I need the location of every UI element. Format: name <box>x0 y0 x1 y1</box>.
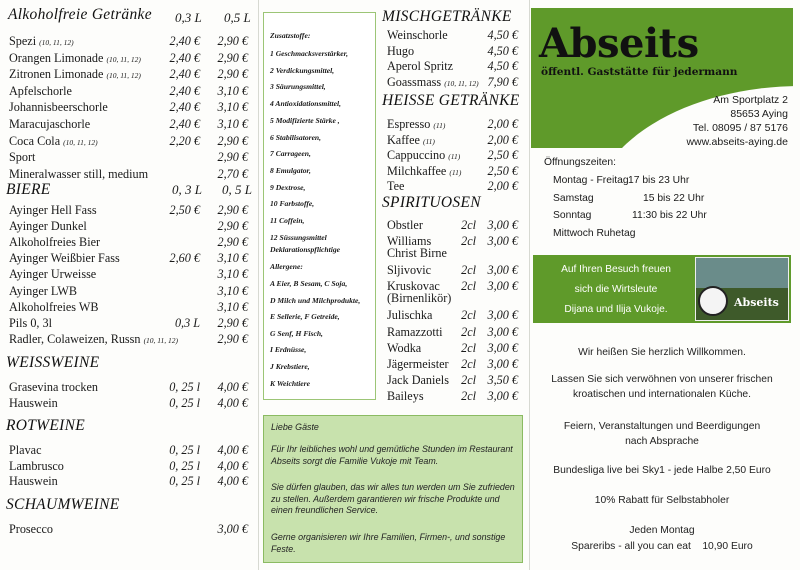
menu-item-name <box>9 51 141 67</box>
website-link[interactable]: www.abseits-aying.de <box>686 136 788 148</box>
item-name: Mineralwasser still, medium <box>9 166 149 181</box>
section-heading-rotweine: ROTWEINE <box>6 417 86 434</box>
item-price-large: 2,90 € <box>217 150 248 165</box>
item-price-small: 0, 25 l <box>169 458 200 473</box>
menu-item-name <box>9 522 53 537</box>
item-name: Weinschorle <box>387 28 448 42</box>
item-name: Ayinger Weißbier Fass <box>9 251 120 266</box>
item-note: (10, 11, 12) <box>106 54 141 64</box>
monday-offer-title: Jeden Montag <box>629 525 695 536</box>
additive-item: 6 Stabilisatoren, <box>270 132 322 142</box>
item-name: Goassmass <box>387 75 442 90</box>
item-price-large: 3,10 € <box>217 83 248 98</box>
item-price-large: 2,90 € <box>217 67 248 82</box>
menu-item-name <box>9 167 148 182</box>
item-price-large: 2,70 € <box>217 166 248 181</box>
section-heading-spirituosen: SPIRITUOSEN <box>382 194 481 211</box>
spareribs-offer: Spareribs - all you can eat 10,90 Euro <box>571 541 753 552</box>
item-name: Aperol Spritz <box>387 59 454 74</box>
bundesliga-offer: Bundesliga live bei Sky1 - jede Halbe 2,50 Euro <box>553 465 771 476</box>
allergen-item: I Erdnüsse, <box>270 345 307 355</box>
opening-time: 17 bis 23 Uhr <box>628 175 690 186</box>
item-name: Plavac <box>9 443 42 457</box>
item-price-small: 0,3 L <box>174 315 200 330</box>
menu-item-name <box>387 179 404 194</box>
menu-item-name <box>9 474 58 489</box>
item-price-large: 2,50 € <box>487 163 518 178</box>
item-price-large: 4,50 € <box>487 59 518 74</box>
item-price-large: 2,90 € <box>217 235 248 250</box>
allergen-item: J Krebstiere, <box>270 362 310 371</box>
menu-item-name <box>387 75 479 91</box>
item-name: Milchkaffee <box>387 163 447 178</box>
item-price-small: 0, 25 l <box>169 395 200 410</box>
menu-item-name <box>387 117 445 133</box>
item-price-small: 2,40 € <box>169 117 200 131</box>
item-price-large: 2,90 € <box>217 203 248 217</box>
menu-item-name <box>9 219 87 234</box>
item-name: Cappuccino <box>387 148 446 163</box>
item-note: (10, 11, 12) <box>63 137 98 147</box>
additive-item: 8 Emulgator, <box>270 165 311 175</box>
item-price-small: 2,40 € <box>169 34 200 48</box>
item-price-large: 3,10 € <box>217 251 248 266</box>
spirit-amount: 2cl <box>461 218 476 232</box>
spirit-name: Williams <box>387 234 432 249</box>
size-header-small: 0, 3 L <box>172 182 202 197</box>
menu-item-name <box>9 117 90 132</box>
opening-day: Montag - Freitag <box>553 175 629 186</box>
item-price-large: 3,10 € <box>217 283 248 298</box>
spirit-amount: 2cl <box>461 308 476 323</box>
spirit-price: 3,00 € <box>487 263 518 278</box>
menu-item-name <box>9 380 98 395</box>
menu-item-name <box>9 203 97 218</box>
item-price-large: 2,00 € <box>487 179 518 194</box>
section-heading-biere: BIERE <box>6 181 51 198</box>
kitchen-text-2: kroatischen und internationalen Küche. <box>572 389 752 400</box>
menu-item-name <box>9 84 72 99</box>
spirit-amount: 2cl <box>461 389 476 404</box>
item-name: Johannisbeerschorle <box>9 100 108 115</box>
item-name: Apfelschorle <box>9 83 72 98</box>
menu-item-name <box>9 459 64 474</box>
spirit-amount: 2cl <box>461 373 476 388</box>
menu-item-name <box>387 133 435 149</box>
kitchen-text-1: Lassen Sie sich verwöhnen von unserer frischen <box>551 374 773 385</box>
item-price-small: 0, 25 l <box>169 443 200 457</box>
item-name: Tee <box>387 179 405 194</box>
additive-item: 5 Modifizierte Stärke , <box>270 115 340 125</box>
menu-item-name <box>387 59 453 74</box>
welcome-note-paragraph-2: Sie dürfen glauben, das wir alles tun werden um Sie zufrieden zu stellen. Außerdem garantieren wir frische Produkte und einen freundlichen Service. <box>271 482 515 515</box>
item-name: Radler, Colaweizen, Russn <box>9 331 141 346</box>
item-note: (10, 11, 12) <box>106 71 141 81</box>
section-heading-alkoholfrei: Alkoholfreie Getränke <box>8 6 152 23</box>
additive-item: 7 Carrageen, <box>270 149 311 159</box>
events-text-1: Feiern, Veranstaltungen und Beerdigungen <box>563 421 761 432</box>
menu-item-name <box>9 100 108 115</box>
opening-day: Sonntag <box>553 210 592 221</box>
item-name: Maracujaschorle <box>9 117 91 131</box>
item-name: Alkoholfreies Bier <box>9 235 101 250</box>
allergen-item: A Eier, B Sesam, C Soja, <box>270 279 348 288</box>
menu-item-name <box>9 150 35 165</box>
item-price-large: 7,90 € <box>487 75 518 90</box>
spirit-name-line2: Christ Birne <box>387 246 447 261</box>
item-price-large: 4,50 € <box>487 28 518 42</box>
item-name: Hugo <box>387 43 415 58</box>
additives-title: Zusatzstoffe: <box>270 31 311 40</box>
menu-item-name <box>9 332 178 348</box>
greeting-line-3: Dijana und Ilija Vukoje. <box>564 304 668 315</box>
item-name: Prosecco <box>9 522 53 536</box>
item-name: Hauswein <box>9 395 58 410</box>
section-heading-heisse: HEISSE GETRÄNKE <box>382 92 520 109</box>
allergen-item: K Weichtiere <box>270 378 311 388</box>
item-price-small: 2,40 € <box>169 67 200 82</box>
item-name: Kaffee <box>387 132 420 147</box>
spirit-amount: 2cl <box>461 234 476 249</box>
menu-item-name <box>9 235 100 250</box>
item-price-large: 4,00 € <box>217 395 248 410</box>
additive-item: 10 Farbstoffe, <box>270 199 315 209</box>
item-price-large: 3,10 € <box>217 267 248 282</box>
item-price-small: 2,20 € <box>169 133 200 148</box>
item-price-large: 4,00 € <box>217 443 248 457</box>
item-price-large: 4,00 € <box>217 380 248 394</box>
opening-day: Samstag <box>553 192 594 204</box>
item-price-small: 2,40 € <box>169 83 200 98</box>
menu-item-name <box>9 134 98 150</box>
spirit-amount: 2cl <box>461 324 476 339</box>
spirit-name: Jägermeister <box>387 357 449 371</box>
item-price-small: 0, 25 l <box>169 474 200 489</box>
spirit-name: Julischka <box>387 308 433 323</box>
item-price-large: 2,90 € <box>217 50 248 65</box>
greeting-line-2: sich die Wirtsleute <box>574 284 658 295</box>
item-price-large: 2,90 € <box>217 315 248 330</box>
menu-item-name <box>9 443 42 458</box>
item-note: (11) <box>422 136 435 146</box>
opening-time: 15 bis 22 Uhr <box>643 192 705 204</box>
item-name: Spezi <box>9 34 37 48</box>
welcome-text: Wir heißen Sie herzlich Willkommen. <box>578 347 746 358</box>
item-price-large: 2,00 € <box>487 132 518 147</box>
spirit-price: 3,00 € <box>487 389 518 404</box>
opening-time: 11:30 bis 22 Uhr <box>632 210 707 221</box>
item-price-large: 3,10 € <box>217 299 248 314</box>
section-heading-schaumweine: SCHAUMWEINE <box>6 496 120 513</box>
item-note: (11) <box>449 167 462 177</box>
allergen-item: G Senf, H Fisch, <box>270 328 323 338</box>
menu-item-name <box>9 267 96 282</box>
allergens-title-2: Allergene: <box>270 262 303 271</box>
allergen-item: D Milch und Milchprodukte, <box>270 295 361 305</box>
item-name: Ayinger LWB <box>9 283 78 298</box>
spirit-name: Obstler <box>387 218 423 232</box>
spirit-name: Jack Daniels <box>387 373 449 388</box>
spirit-name: Wodka <box>387 340 422 355</box>
item-price-small: 2,50 € <box>169 203 200 217</box>
menu-item-name <box>9 67 141 83</box>
fold-line <box>529 0 530 570</box>
item-price-large: 3,00 € <box>217 522 248 536</box>
address-city: 85653 Aying <box>730 108 788 120</box>
spirit-price: 3,00 € <box>487 340 518 355</box>
section-heading-misch: MISCHGETRÄNKE <box>382 8 512 25</box>
item-name: Ayinger Hell Fass <box>9 203 97 217</box>
allergen-item: E Sellerie, F Getreide, <box>270 312 340 322</box>
spirit-amount: 2cl <box>461 263 476 278</box>
item-name: Zitronen Limonade <box>9 67 104 82</box>
menu-item-name <box>9 34 74 50</box>
item-name: Pils 0, 3l <box>9 315 53 330</box>
item-name: Hauswein <box>9 474 58 489</box>
item-price-small: 2,40 € <box>169 50 200 65</box>
item-name: Espresso <box>387 117 431 131</box>
welcome-note-heading: Liebe Gäste <box>271 422 319 432</box>
brand-subtitle: öffentl. Gaststätte für jedermann <box>541 66 738 78</box>
spirit-name: Baileys <box>387 389 424 404</box>
spirit-price: 3,00 € <box>487 234 518 249</box>
greeting-line-1: Auf Ihren Besuch freuen <box>561 264 671 275</box>
spirit-price: 3,00 € <box>487 324 518 339</box>
spirit-name-line2: (Birnenlikör) <box>387 291 452 306</box>
photo-sky <box>696 258 789 288</box>
item-name: Lambrusco <box>9 458 64 473</box>
welcome-note-paragraph-1: Für Ihr leibliches wohl und gemütliche Stunden im Restaurant Abseits sorgt die Familie Vukoje mit Team. <box>271 444 513 466</box>
additive-item: 11 Coffein, <box>270 216 305 225</box>
additive-item: 2 Verdickungsmittel, <box>270 65 335 75</box>
item-note: (10, 11, 12) <box>143 335 179 345</box>
welcome-note-box <box>263 415 523 563</box>
item-price-large: 4,00 € <box>217 458 248 473</box>
size-header-large: 0,5 L <box>224 10 251 25</box>
item-name: Ayinger Urweisse <box>9 267 97 282</box>
additive-item: 1 Geschmacksverstärker, <box>270 49 349 58</box>
additive-item: 3 Säurungsmittel, <box>270 82 326 92</box>
spirit-amount: 2cl <box>461 340 476 355</box>
item-name: Alkoholfreies WB <box>9 299 99 314</box>
address-street: Am Sportplatz 2 <box>713 94 788 106</box>
allergens-title-1: Deklarationspflichtige <box>270 245 341 254</box>
item-price-large: 4,00 € <box>217 474 248 489</box>
events-text-2: nach Absprache <box>625 436 699 447</box>
item-price-large: 2,90 € <box>217 133 248 148</box>
menu-item-name <box>9 300 98 315</box>
spirit-amount: 2cl <box>461 279 476 294</box>
item-price-large: 3,10 € <box>217 100 248 115</box>
spirit-name: Kruskovac <box>387 279 440 294</box>
welcome-note-paragraph-3: Gerne organisieren wir Ihre Familien, Firmen-, und sonstige Feste. <box>271 532 506 554</box>
menu-item-name <box>387 148 460 164</box>
closed-day: Mittwoch Ruhetag <box>553 228 636 239</box>
item-price-small: 2,60 € <box>169 251 200 266</box>
item-price-large: 3,10 € <box>217 117 248 131</box>
fold-line <box>258 0 259 570</box>
menu-item-name <box>9 316 52 331</box>
size-header-small: 0,3 L <box>175 10 202 25</box>
item-note: (10, 11, 12) <box>444 79 479 89</box>
spirit-name: Ramazzotti <box>387 324 443 339</box>
item-note: (10, 11, 12) <box>39 38 74 47</box>
spirit-price: 3,00 € <box>487 218 518 232</box>
item-price-small: 2,40 € <box>169 100 200 115</box>
spirit-price: 3,00 € <box>487 308 518 323</box>
item-price-small: 0, 25 l <box>169 380 200 394</box>
additive-item: 4 Antioxidationsmittel, <box>270 99 342 109</box>
menu-item-name <box>387 44 414 59</box>
size-header-large: 0, 5 L <box>222 182 252 197</box>
item-name: Orangen Limonade <box>9 50 104 65</box>
discount-offer: 10% Rabatt für Selbstabholer <box>594 495 730 506</box>
spirit-name: Sljivovic <box>387 263 432 278</box>
menu-item-name <box>387 28 448 43</box>
additive-item: 12 Süssungsmittel <box>270 232 327 242</box>
menu-item-name <box>9 284 77 299</box>
item-name: Ayinger Dunkel <box>9 219 87 234</box>
spirit-price: 3,00 € <box>487 279 518 294</box>
item-note: (11) <box>448 152 461 162</box>
football-photo <box>695 257 789 321</box>
menu-item-name <box>9 251 120 266</box>
item-name: Grasevina trocken <box>9 380 98 394</box>
menu-item-name <box>9 396 58 411</box>
spirit-price: 3,50 € <box>487 373 518 388</box>
item-price-large: 2,90 € <box>217 331 248 346</box>
section-heading-weissweine: WEISSWEINE <box>6 354 100 371</box>
item-price-large: 2,50 € <box>487 148 518 163</box>
opening-hours-title: Öffnungszeiten: <box>544 157 616 168</box>
additive-item: 9 Dextrose, <box>270 182 306 192</box>
photo-logo: Abseits <box>734 296 779 309</box>
item-price-large: 4,50 € <box>487 43 518 58</box>
additives-box <box>263 12 376 400</box>
menu-item-name <box>387 164 461 180</box>
item-price-large: 2,00 € <box>487 117 518 131</box>
item-name: Coca Cola <box>9 133 61 148</box>
item-price-large: 2,90 € <box>217 219 248 234</box>
phone-number: Tel. 08095 / 87 5176 <box>692 122 788 134</box>
brand-logo: Abseits <box>539 20 699 67</box>
spirit-price: 3,00 € <box>487 357 518 371</box>
item-name: Sport <box>9 150 36 165</box>
item-price-large: 2,90 € <box>217 34 248 48</box>
item-note: (11) <box>433 121 446 130</box>
spirit-amount: 2cl <box>461 357 476 371</box>
football-icon <box>698 286 728 316</box>
